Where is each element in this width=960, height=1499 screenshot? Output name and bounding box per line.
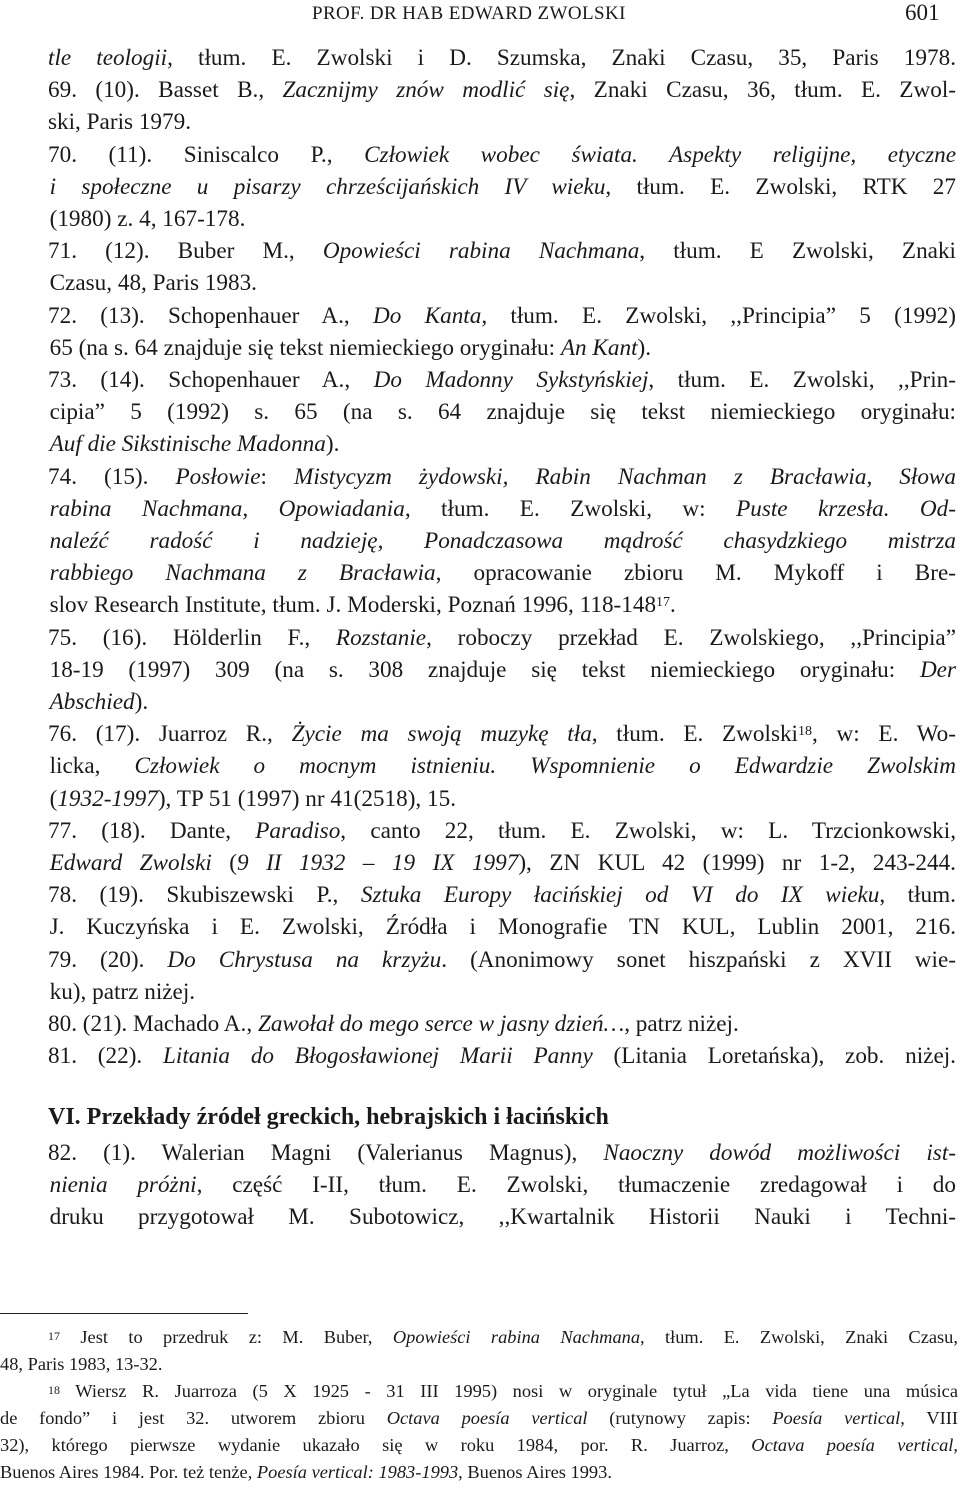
- italic-title: Naoczny dowód możliwości ist-: [603, 1139, 956, 1166]
- italic-title: Do Chrystusa na krzyżu: [167, 946, 442, 973]
- text-line: [48, 718, 956, 750]
- italic-title: Puste krzesła. Od-: [736, 495, 956, 522]
- text-run: , canto 22, tłum. E. Zwolski, w: L. Trzcionkowski,: [340, 817, 956, 844]
- text-run: , tłum. E. Zwolski, ,,Principia” 5 (1992): [481, 302, 956, 329]
- italic-title: tle teologii: [48, 45, 168, 71]
- text-line: [48, 847, 956, 879]
- text-line: [48, 525, 956, 557]
- italic-title: Zawołał do mego serce w jasny dzień…: [257, 1011, 625, 1038]
- italic-title: Paradiso: [255, 817, 341, 844]
- text-line: [48, 1040, 956, 1072]
- text-run: , opracowanie zbioru M. Mykoff i Bre-: [435, 560, 956, 587]
- text-run: 32), którego pierwsze wydanie ukazało się w roku 1984, por. R. Juarroz,: [0, 1435, 752, 1456]
- text-run: (: [211, 850, 238, 877]
- text-run: 18-19 (1997) 309 (na s. 308 znajduje się tekst niemieckiego oryginału:: [49, 656, 920, 683]
- text-line: [48, 106, 956, 138]
- italic-title: Auf die Sikstinische Madonna: [49, 431, 326, 458]
- text-line: [48, 815, 956, 847]
- text-run: 81. (22).: [48, 1043, 164, 1070]
- text-run: Jest to przedruk z: M. Buber,: [60, 1327, 393, 1347]
- italic-title: Do Kanta: [373, 302, 482, 329]
- text-line: [48, 332, 956, 364]
- text-run: ski, Paris 1979.: [48, 109, 191, 136]
- text-line: [48, 1008, 956, 1040]
- footnote-line: [0, 1378, 958, 1405]
- italic-title: Rozstanie: [335, 624, 427, 651]
- footnotes: [0, 1324, 958, 1487]
- text-line: [48, 654, 956, 686]
- footnote-line: [0, 1432, 958, 1459]
- italic-title: Posłowie: [175, 463, 261, 490]
- text-line: [48, 493, 956, 525]
- text-run: de fondo” i jest 32. utworem zbioru: [0, 1408, 387, 1429]
- text-run: 65 (na s. 64 znajduje się tekst niemieckiego oryginału:: [49, 334, 561, 361]
- italic-title: Edward Zwolski: [49, 850, 212, 877]
- text-run: 80. (21). Machado A.,: [48, 1011, 258, 1038]
- text-line: [48, 428, 956, 460]
- text-run: , tłum. E. Zwolski, RTK 27: [605, 173, 956, 200]
- text-line: [48, 944, 956, 976]
- italic-title: Mistycyzm żydowski, Rabin Nachman z Bracławia, Słowa: [294, 463, 956, 490]
- text-line: [48, 461, 956, 493]
- text-run: ku), patrz niżej.: [49, 978, 196, 1005]
- text-line: [48, 589, 956, 621]
- footnote-line: [0, 1405, 958, 1432]
- text-run: , patrz niżej.: [624, 1011, 739, 1038]
- section-title: VI. Przekłady źródeł greckich, hebrajskich i łacińskich: [48, 1103, 609, 1130]
- text-run: 71. (12). Buber M.,: [48, 238, 323, 265]
- text-run: Buenos Aires 1984. Por. też tenże,: [0, 1462, 257, 1483]
- text-run: slov Research Institute, tłum. J. Moderski, Poznań 1996, 118-148: [49, 592, 657, 619]
- text-run: ), ZN KUL 42 (1999) nr 1-2, 243-244.: [518, 850, 956, 877]
- footnote-marker: 18: [798, 724, 812, 740]
- running-head: PROF. DR HAB EDWARD ZWOLSKI: [312, 3, 626, 24]
- text-run: (rutynowy zapis:: [587, 1408, 773, 1429]
- text-run: , tłum. E. Zwolski, Znaki Czasu,: [640, 1327, 958, 1347]
- text-run: (: [49, 785, 58, 812]
- text-run: 48, Paris 1983, 13-32.: [0, 1354, 163, 1375]
- italic-title: Człowiek wobec świata. Aspekty religijne, etyczne: [364, 141, 956, 168]
- italic-title: Octava poesía vertical: [751, 1435, 954, 1456]
- text-run: 75. (16). Hölderlin F.,: [48, 624, 336, 651]
- text-run: , tłum. E. Zwolski, ,,Prin-: [648, 367, 957, 394]
- footnote-marker: 17: [48, 1329, 60, 1343]
- footnote-line: [0, 1324, 958, 1351]
- text-line: [48, 1137, 956, 1169]
- text-run: Wiersz R. Juarroza (5 X 1925 - 31 III 1995) nosi w oryginale tytuł „La vida tiene una música: [60, 1381, 958, 1402]
- text-run: 72. (13). Schopenhauer A.,: [48, 302, 373, 329]
- text-run: licka,: [49, 753, 135, 780]
- text-line: [48, 74, 956, 106]
- bibliography-entries-section-vi: [48, 1137, 956, 1234]
- text-line: [48, 911, 956, 943]
- footnote-rule: [0, 1313, 248, 1314]
- text-run: ).: [325, 431, 340, 458]
- text-run: , tłum. E Zwolski, Znaki: [639, 238, 956, 265]
- text-line: [48, 300, 956, 332]
- text-line: [48, 622, 956, 654]
- text-run: 70. (11). Siniscalco P.,: [48, 141, 365, 168]
- italic-title: Sztuka Europy łacińskiej od VI do IX wieku: [360, 882, 880, 909]
- text-run: , tłum. E. Zwolski i D. Szumska, Znaki Czasu, 35, Paris 1978.: [167, 45, 956, 71]
- text-line: [48, 235, 956, 267]
- text-line: [48, 364, 956, 396]
- text-run: , w: E. Wo-: [812, 721, 956, 748]
- bibliography-body: [48, 42, 956, 1233]
- italic-title: Opowieści rabina Nachmana: [322, 238, 640, 265]
- italic-title: Litania do Błogosławionej Marii Panny: [163, 1043, 593, 1070]
- italic-title: Octava poesía vertical: [386, 1408, 588, 1429]
- italic-title: 9 II 1932 – 19 IX 1997: [237, 850, 519, 877]
- text-run: , tłum. E. Zwolski: [591, 721, 798, 748]
- text-run: ).: [637, 334, 652, 361]
- footnote-marker: 18: [48, 1383, 60, 1398]
- text-line: [48, 139, 956, 171]
- italic-title: Zacznijmy znów modlić się: [282, 77, 570, 104]
- text-run: 69. (10). Basset B.,: [48, 77, 283, 104]
- text-line: [48, 783, 956, 815]
- page-header: [0, 0, 960, 32]
- text-line: [48, 976, 956, 1008]
- text-line: [48, 267, 956, 299]
- italic-title: An Kant: [560, 334, 638, 361]
- text-run: , VIII: [900, 1408, 958, 1429]
- footnote-line: [0, 1459, 958, 1486]
- text-run: . (Anonimowy sonet hiszpański z XVII wie-: [441, 946, 957, 973]
- italic-title: Życie ma swoją muzykę tła: [291, 721, 592, 748]
- italic-title: Der: [919, 656, 956, 683]
- text-line: [48, 879, 956, 911]
- text-run: (Litania Loretańska), zob. niżej.: [592, 1043, 956, 1070]
- text-run: , Znaki Czasu, 36, tłum. E. Zwol-: [569, 77, 956, 104]
- text-line: [48, 750, 956, 782]
- text-run: ), TP 51 (1997) nr 41(2518), 15.: [157, 785, 456, 812]
- text-run: (1980) z. 4, 167-178.: [49, 206, 246, 233]
- text-run: cipia” 5 (1992) s. 65 (na s. 64 znajduje się tekst niemieckiego oryginału:: [49, 399, 956, 426]
- text-run: 78. (19). Skubiszewski P.,: [48, 882, 361, 909]
- text-run: J. Kuczyńska i E. Zwolski, Źródła i Monografie TN KUL, Lublin 2001, 216.: [49, 914, 956, 941]
- text-line: [48, 171, 956, 203]
- text-line: [48, 686, 956, 718]
- text-run: druku przygotował M. Subotowicz, ,,Kwartalnik Historii Nauki i Techni-: [49, 1204, 956, 1231]
- text-line: [48, 203, 956, 235]
- italic-title: rabina Nachmana, Opowiadania: [49, 495, 405, 522]
- text-line: [48, 396, 956, 428]
- italic-title: Opowieści rabina Nachmana: [392, 1327, 641, 1347]
- text-run: , tłum.: [879, 882, 956, 909]
- text-run: 79. (20).: [48, 946, 168, 973]
- text-run: ,: [953, 1435, 958, 1456]
- text-run: :: [260, 463, 294, 490]
- text-run: .: [670, 592, 676, 619]
- text-run: ).: [134, 689, 149, 716]
- footnote-marker: 17: [656, 595, 671, 611]
- italic-title: Do Madonny Sykstyńskiej: [373, 367, 649, 394]
- footnote-line: [0, 1351, 958, 1378]
- text-run: 77. (18). Dante,: [48, 817, 256, 844]
- text-line: [48, 557, 956, 589]
- italic-title: naleźć radość i nadzieję, Ponadczasowa mądrość chasydzkiego mistrza: [49, 528, 956, 555]
- bibliography-entries: [48, 42, 956, 1073]
- italic-title: Poesía vertical: 1983-1993: [256, 1462, 459, 1483]
- text-line: [48, 1201, 956, 1233]
- text-run: 74. (15).: [48, 463, 176, 490]
- italic-title: Człowiek o mocnym istnieniu. Wspomnienie o Edwardzie Zwolskim: [134, 753, 956, 780]
- text-run: , Buenos Aires 1993.: [458, 1462, 612, 1483]
- text-run: , roboczy przekład E. Zwolskiego, ,,Principia”: [426, 624, 956, 651]
- text-run: 73. (14). Schopenhauer A.,: [48, 367, 374, 394]
- italic-title: i społeczne u pisarzy chrześcijańskich IV wieku: [49, 173, 606, 200]
- text-line: [48, 42, 956, 74]
- text-run: 76. (17). Juarroz R.,: [48, 721, 292, 748]
- text-line: [48, 1169, 956, 1201]
- text-run: 82. (1). Walerian Magni (Valerianus Magnus),: [48, 1139, 604, 1166]
- text-run: , tłum. E. Zwolski, w:: [404, 495, 737, 522]
- text-run: Czasu, 48, Paris 1983.: [49, 270, 257, 297]
- italic-title: Poesía vertical: [772, 1408, 901, 1429]
- text-run: , część I-II, tłum. E. Zwolski, tłumaczenie zredagował i do: [196, 1171, 956, 1198]
- italic-title: nienia próżni: [49, 1171, 197, 1198]
- italic-title: Abschied: [49, 689, 135, 716]
- page-number: 601: [905, 0, 940, 25]
- italic-title: rabbiego Nachmana z Bracławia: [49, 560, 436, 587]
- italic-title: 1932-1997: [57, 785, 158, 812]
